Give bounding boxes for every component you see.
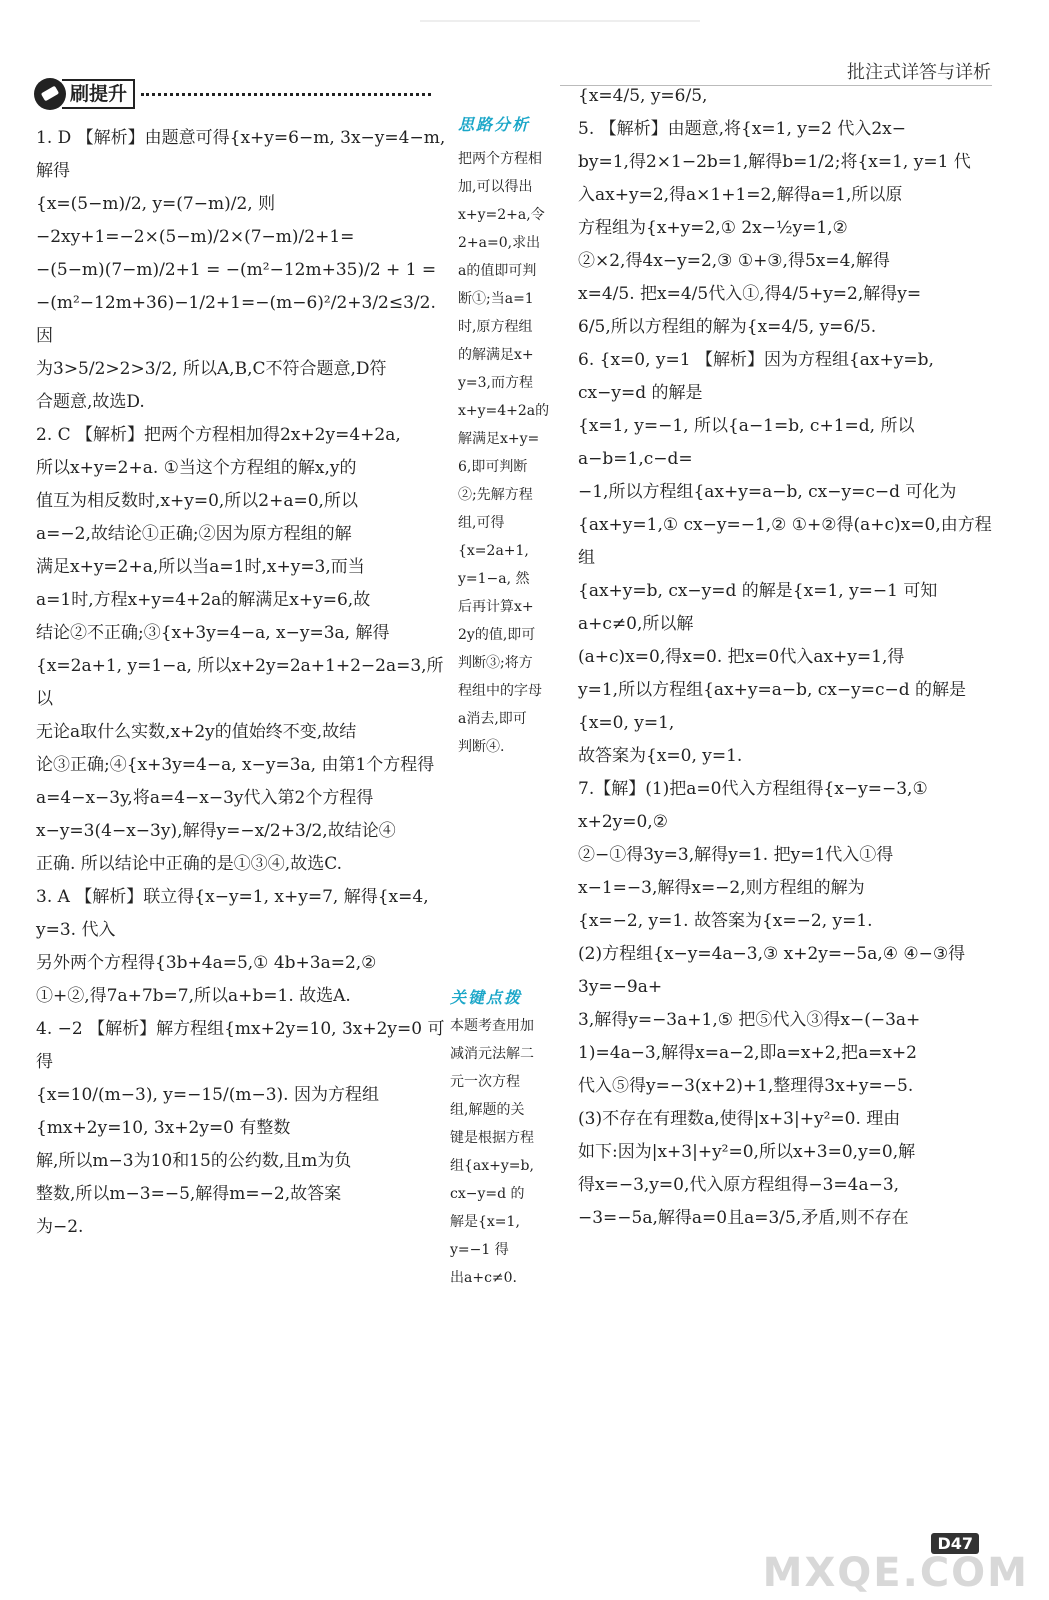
note-line: 的解满足x+ [458,347,534,363]
line: by=1,得2×1−2b=1,解得b=1/2;将{x=1, y=1 代 [578,152,971,172]
line: 3,解得y=−3a+1,⑤ 把⑤代入③得x−(−3a+ [578,1010,921,1030]
dotted-rule [141,93,431,96]
watermark: MXQE.COM [762,1550,1029,1596]
note-line: x+y=2+a,令 [458,207,545,223]
line: x−1=−3,解得x=−2,则方程组的解为 [578,878,865,898]
line: 合题意,故选D. [36,392,145,412]
line: −(5−m)(7−m)/2+1 = −(m²−12m+35)/2 + 1 = [36,260,437,280]
line: 另外两个方程得{3b+4a=5,① 4b+3a=2,② [36,953,377,973]
section-label: 刷提升 [62,79,135,109]
sidebar-note-key-point [450,985,562,1292]
note-line: a消去,即可 [458,711,527,727]
line: 3. A 【解析】联立得{x−y=1, x+y=7, 解得{x=4, y=3. 代入 [36,887,429,940]
line: (3)不存在有理数a,使得|x+3|+y²=0. 理由 [578,1109,901,1129]
line: {x=1, y=−1, 所以{a−1=b, c+1=d, 所以a−b=1,c−d= [578,416,915,469]
column-left [36,122,456,1244]
note-line: 加,可以得出 [458,179,533,195]
note-line: a的值即可判 [458,263,537,279]
line: 方程组为{x+y=2,① 2x−½y=1,② [578,218,848,238]
note-line: 组{ax+y=b, cx−y=d 的 [450,1158,534,1202]
line: 为−2. [36,1217,84,1237]
line: 1. D 【解析】由题意可得{x+y=6−m, 3x−y=4−m, 解得 [36,128,446,181]
note-line: 时,原方程组 [458,319,533,335]
note-line: 后再计算x+ [458,599,534,615]
line: 所以x+y=2+a. ①当这个方程组的解x,y的 [36,458,357,478]
line: x=4/5. 把x=4/5代入①,得4/5+y=2,解得y= [578,284,922,304]
column-right [578,80,998,1235]
line: 得x=−3,y=0,代入原方程组得−3=4a−3, [578,1175,900,1195]
line: ②−①得3y=3,解得y=1. 把y=1代入①得 [578,845,894,865]
line: (a+c)x=0,得x=0. 把x=0代入ax+y=1,得 [578,647,905,667]
line: 6/5,所以方程组的解为{x=4/5, y=6/5. [578,317,877,337]
line: 值互为相反数时,x+y=0,所以2+a=0,所以 [36,491,358,511]
line: 结论②不正确;③{x+3y=4−a, x−y=3a, 解得 [36,623,390,643]
sidebar-note-analysis [458,108,568,761]
line: 如下:因为|x+3|+y²=0,所以x+3=0,y=0,解 [578,1142,916,1162]
line: {x=10/(m−3), y=−15/(m−3). 因为方程组{mx+2y=10, 3x+2y=0 有整数 [36,1085,379,1138]
note-line: y=3,而方程 [458,375,533,391]
line: ①+②,得7a+7b=7,所以a+b=1. 故选A. [36,986,351,1006]
line: 正确. 所以结论中正确的是①③④,故选C. [36,854,343,874]
line: a=4−x−3y,将a=4−x−3y代入第2个方程得 [36,788,374,808]
note-line: 组,可得 [458,515,505,531]
note-line: ②;先解方程 [458,487,533,503]
line: 满足x+y=2+a,所以当a=1时,x+y=3,而当 [36,557,365,577]
line: {ax+y=1,① cx−y=−1,② ①+②得(a+c)x=0,由方程组 [578,515,992,568]
note-line: 程组中的字母 [458,683,542,699]
line: ②×2,得4x−y=2,③ ①+③,得5x=4,解得 [578,251,890,271]
line: {x=4/5, y=6/5, [578,86,708,106]
line: a=−2,故结论①正确;②因为原方程组的解 [36,524,352,544]
note-line: 把两个方程相 [458,151,542,167]
line: 论③正确;④{x+3y=4−a, x−y=3a, 由第1个方程得 [36,755,435,775]
line: −(m²−12m+36)−1/2+1=−(m−6)²/2+3/2≤3/2. 因 [36,293,436,346]
note-body [450,1012,562,1292]
top-rule [420,20,700,22]
line: 解,所以m−3为10和15的公约数,且m为负 [36,1151,352,1171]
line: −1,所以方程组{ax+y=a−b, cx−y=c−d 可化为 [578,482,957,502]
line: 故答案为{x=0, y=1. [578,746,743,766]
note-line: x+y=4+2a的 [458,403,550,419]
note-line: 6,即可判断 [458,459,528,475]
note-line: 解满足x+y= [458,431,540,447]
line: (2)方程组{x−y=4a−3,③ x+2y=−5a,④ ④−③得3y=−9a+ [578,944,966,997]
line: 代入⑤得y=−3(x+2)+1,整理得3x+y=−5. [578,1076,914,1096]
note-line: 键是根据方程 [450,1130,534,1146]
line: 1)=4a−3,解得x=a−2,即a=x+2,把a=x+2 [578,1043,917,1063]
line: 2. C 【解析】把两个方程相加得2x+2y=4+2a, [36,425,401,445]
note-line: 断①;当a=1 [458,291,534,307]
note-line: 出a+c≠0. [450,1270,518,1286]
line: {x=(5−m)/2, y=(7−m)/2, 则−2xy+1=−2×(5−m)/2×(7−m)/2+1= [36,194,355,247]
page-number: D47 [931,1533,979,1554]
note-title: 思路分析 [458,115,531,134]
line: 为3>5/2>2>3/2, 所以A,B,C不符合题意,D符 [36,359,387,379]
note-body [458,145,568,761]
line: y=1,所以方程组{ax+y=a−b, cx−y=c−d 的解是{x=0, y=1, [578,680,967,733]
line: 无论a取什么实数,x+2y的值始终不变,故结 [36,722,357,742]
note-line: {x=2a+1, [458,543,529,559]
section-badge [34,78,431,110]
line: {x=2a+1, y=1−a, 所以x+2y=2a+1+2−2a=3,所以 [36,656,444,709]
line: 7.【解】(1)把a=0代入方程组得{x−y=−3,① x+2y=0,② [578,779,928,832]
note-line: 元一次方程 [450,1074,520,1090]
note-line: 2y的值,即可 [458,627,536,643]
line: 6. {x=0, y=1 【解析】因为方程组{ax+y=b, cx−y=d 的解是 [578,350,934,403]
line: 入ax+y=2,得a×1+1=2,解得a=1,所以原 [578,185,903,205]
note-line: y=1−a, 然 [458,571,530,587]
line: −3=−5a,解得a=0且a=3/5,矛盾,则不存在 [578,1208,909,1228]
note-line: 组,解题的关 [450,1102,525,1118]
line: {x=−2, y=1. 故答案为{x=−2, y=1. [578,911,873,931]
note-line: 解是{x=1, y=−1 得 [450,1214,520,1258]
line: {ax+y=b, cx−y=d 的解是{x=1, y=−1 可知a+c≠0,所以解 [578,581,938,634]
line: 整数,所以m−3=−5,解得m=−2,故答案 [36,1184,342,1204]
note-line: 判断④. [458,739,505,755]
header-title: 批注式详答与详析 [847,62,991,83]
line: x−y=3(4−x−3y),解得y=−x/2+3/2,故结论④ [36,821,396,841]
note-line: 本题考查用加 [450,1018,534,1034]
note-line: 2+a=0,求出 [458,235,541,251]
line: 4. −2 【解析】解方程组{mx+2y=10, 3x+2y=0 可得 [36,1019,445,1072]
note-title: 关键点拨 [450,988,523,1007]
line: 5. 【解析】由题意,将{x=1, y=2 代入2x− [578,119,907,139]
pen-icon [34,78,66,110]
line: a=1时,方程x+y=4+2a的解满足x+y=6,故 [36,590,371,610]
note-line: 减消元法解二 [450,1046,534,1062]
note-line: 判断③;将方 [458,655,533,671]
